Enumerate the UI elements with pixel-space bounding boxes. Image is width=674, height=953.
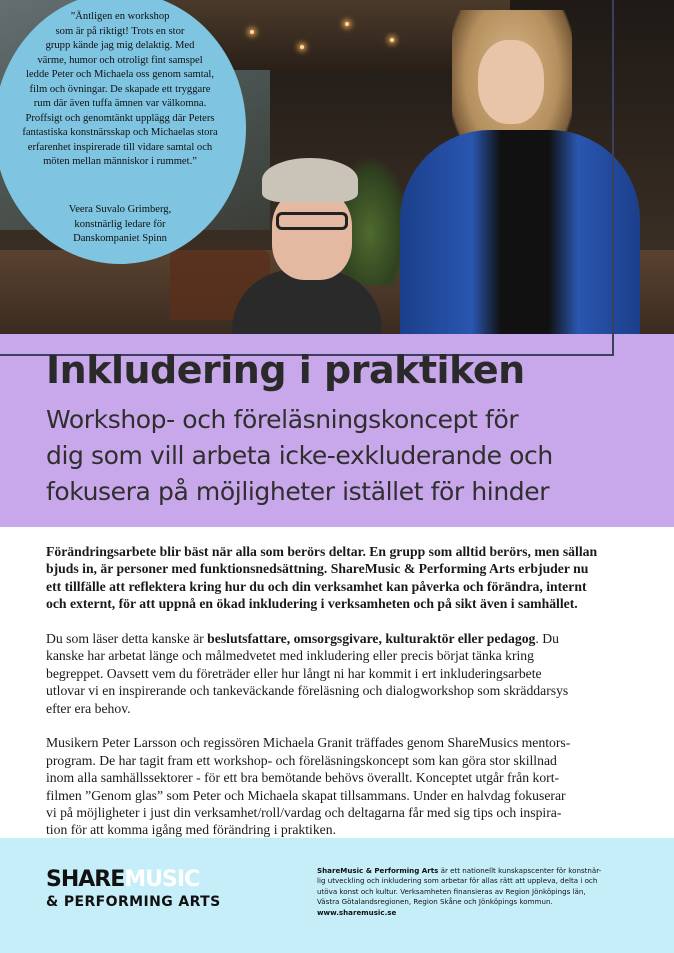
quote-author-name: Veera Suvalo Grimberg, <box>68 204 172 215</box>
quote-line: ledde Peter och Michaela oss genom samtal, <box>26 69 214 80</box>
page-title: Inkludering i praktiken <box>46 348 525 392</box>
paragraph-line <box>46 630 636 647</box>
photo-woman-body <box>400 130 640 336</box>
photo-ceiling-light <box>345 22 349 26</box>
quote-line: som är på riktigt! Trots en stor <box>55 25 185 37</box>
quote-line: värme, humor och otroligt fint samspel <box>37 54 203 66</box>
intro-paragraph <box>46 543 636 613</box>
quote-attribution <box>16 203 224 247</box>
concept-paragraph <box>46 734 636 838</box>
paragraph-line: filmen ”Genom glas” som Peter och Michaela skapat tillsammans. Under en halvdag fokuserar <box>46 787 566 803</box>
photo-man-glasses <box>276 212 348 230</box>
photo-ceiling-light <box>390 38 394 42</box>
testimonial-quote <box>16 10 224 170</box>
body-text <box>46 543 636 856</box>
quote-line: erfarenhet inspirerade till vidare samtal och <box>27 141 213 153</box>
quote-line: ”Äntligen en workshop <box>70 11 170 22</box>
paragraph-line: efter era behov. <box>46 700 131 716</box>
logo-music: MUSIC <box>124 867 200 892</box>
quote-line: grupp kände jag mig delaktig. Med <box>45 40 195 51</box>
paragraph-line: kanske har arbetat länge och målmedvetet med inkludering eller precis börjat tänka kring <box>46 648 534 664</box>
paragraph-line: inom alla samhällssektorer - för ett bra bemötande behövs överallt. Konceptet utgår från kort- <box>46 770 560 786</box>
paragraph-line: utlovar vi en inspirerande och tankeväckande föreläsning och dialogworkshop som skräddarsys <box>46 683 569 699</box>
quote-line: möten mellan människor i rummet.” <box>43 156 197 167</box>
quote-line: fantastiska konstnärsskap och Michaelas stora <box>22 127 218 138</box>
paragraph-line: vi på möjligheter i just din verksamhet/roll/vardag och deltagarna får med sig tips och inspira- <box>46 805 562 821</box>
quote-line: film och övningar. De skapade ett tryggare <box>29 83 211 95</box>
quote-author-org: Danskompaniet Spinn <box>73 233 167 244</box>
footer-line <box>317 866 647 876</box>
audience-roles: beslutsfattare, omsorgsgivare, kulturaktör eller pedagog <box>207 631 536 647</box>
paragraph-line: ett tillfälle att reflektera kring hur du och din verksamhet kan påverka och förändra, internt <box>46 578 587 594</box>
photo-man-face <box>272 190 352 280</box>
paragraph-line: program. De har tagit fram ett workshop- och föreläsningskoncept som kan göra stor skillnad <box>46 752 557 768</box>
photo-man-cap <box>262 158 358 202</box>
quote-author-role: konstnärlig ledare för <box>74 218 166 230</box>
quote-line: Proffsigt och genomtänkt upplägg där Peters <box>25 112 215 124</box>
photo-ceiling-light <box>300 45 304 49</box>
sharemusic-logo <box>46 868 246 912</box>
subtitle-line: fokusera på möjligheter istället för hinder <box>46 477 550 506</box>
subtitle-line: dig som vill arbeta icke-exkluderande och <box>46 441 553 470</box>
subtitle-line: Workshop- och föreläsningskoncept för <box>46 405 519 434</box>
paragraph-line: Musikern Peter Larsson och regissören Michaela Granit träffades genom ShareMusics mentors- <box>46 735 571 751</box>
logo-performing-arts: & PERFORMING ARTS <box>46 894 221 910</box>
photo-ceiling-light <box>250 30 254 34</box>
footer-line: lig utveckling och inkludering som arbetar för allas rätt att uppleva, delta i och <box>317 876 598 886</box>
footer-org-name: ShareMusic & Performing Arts <box>317 866 439 875</box>
quote-line: rum där även tuffa ämnen var välkomna. <box>33 98 207 109</box>
footer-description <box>317 866 647 918</box>
footer-line: utöva konst och kultur. Verksamheten finansieras av Region Jönköpings län, <box>317 886 586 896</box>
audience-paragraph <box>46 630 636 717</box>
paragraph-line: Förändringsarbete blir bäst när alla som berörs deltar. En grupp som alltid berörs, men sällan <box>46 544 598 559</box>
footer-desc-start: är ett nationellt kunskapscenter för konstnär- <box>438 866 602 875</box>
photo-woman-face <box>478 40 544 124</box>
paragraph-line: begreppet. Oavsett vem du företräder eller hur långt ni har kommit i ert inkluderingsarbete <box>46 665 542 681</box>
audience-end: . Du <box>535 631 559 647</box>
paragraph-line: och externt, för att uppnå en ökad inkludering i verksamheten och på sikt även i samhället. <box>46 596 578 612</box>
audience-intro: Du som läser detta kanske är <box>46 631 208 647</box>
paragraph-line: tion för att komma igång med förändring i praktiken. <box>46 822 337 838</box>
paragraph-line: bjuds in, är personer med funktionsnedsättning. ShareMusic & Performing Arts erbjuder nu <box>46 561 589 577</box>
footer-website-link[interactable]: www.sharemusic.se <box>317 907 397 917</box>
footer-line: Västra Götalandsregionen, Region Skåne och Jönköpings kommun. <box>317 897 553 907</box>
page-subtitle <box>46 402 646 510</box>
logo-share: SHARE <box>46 867 125 892</box>
